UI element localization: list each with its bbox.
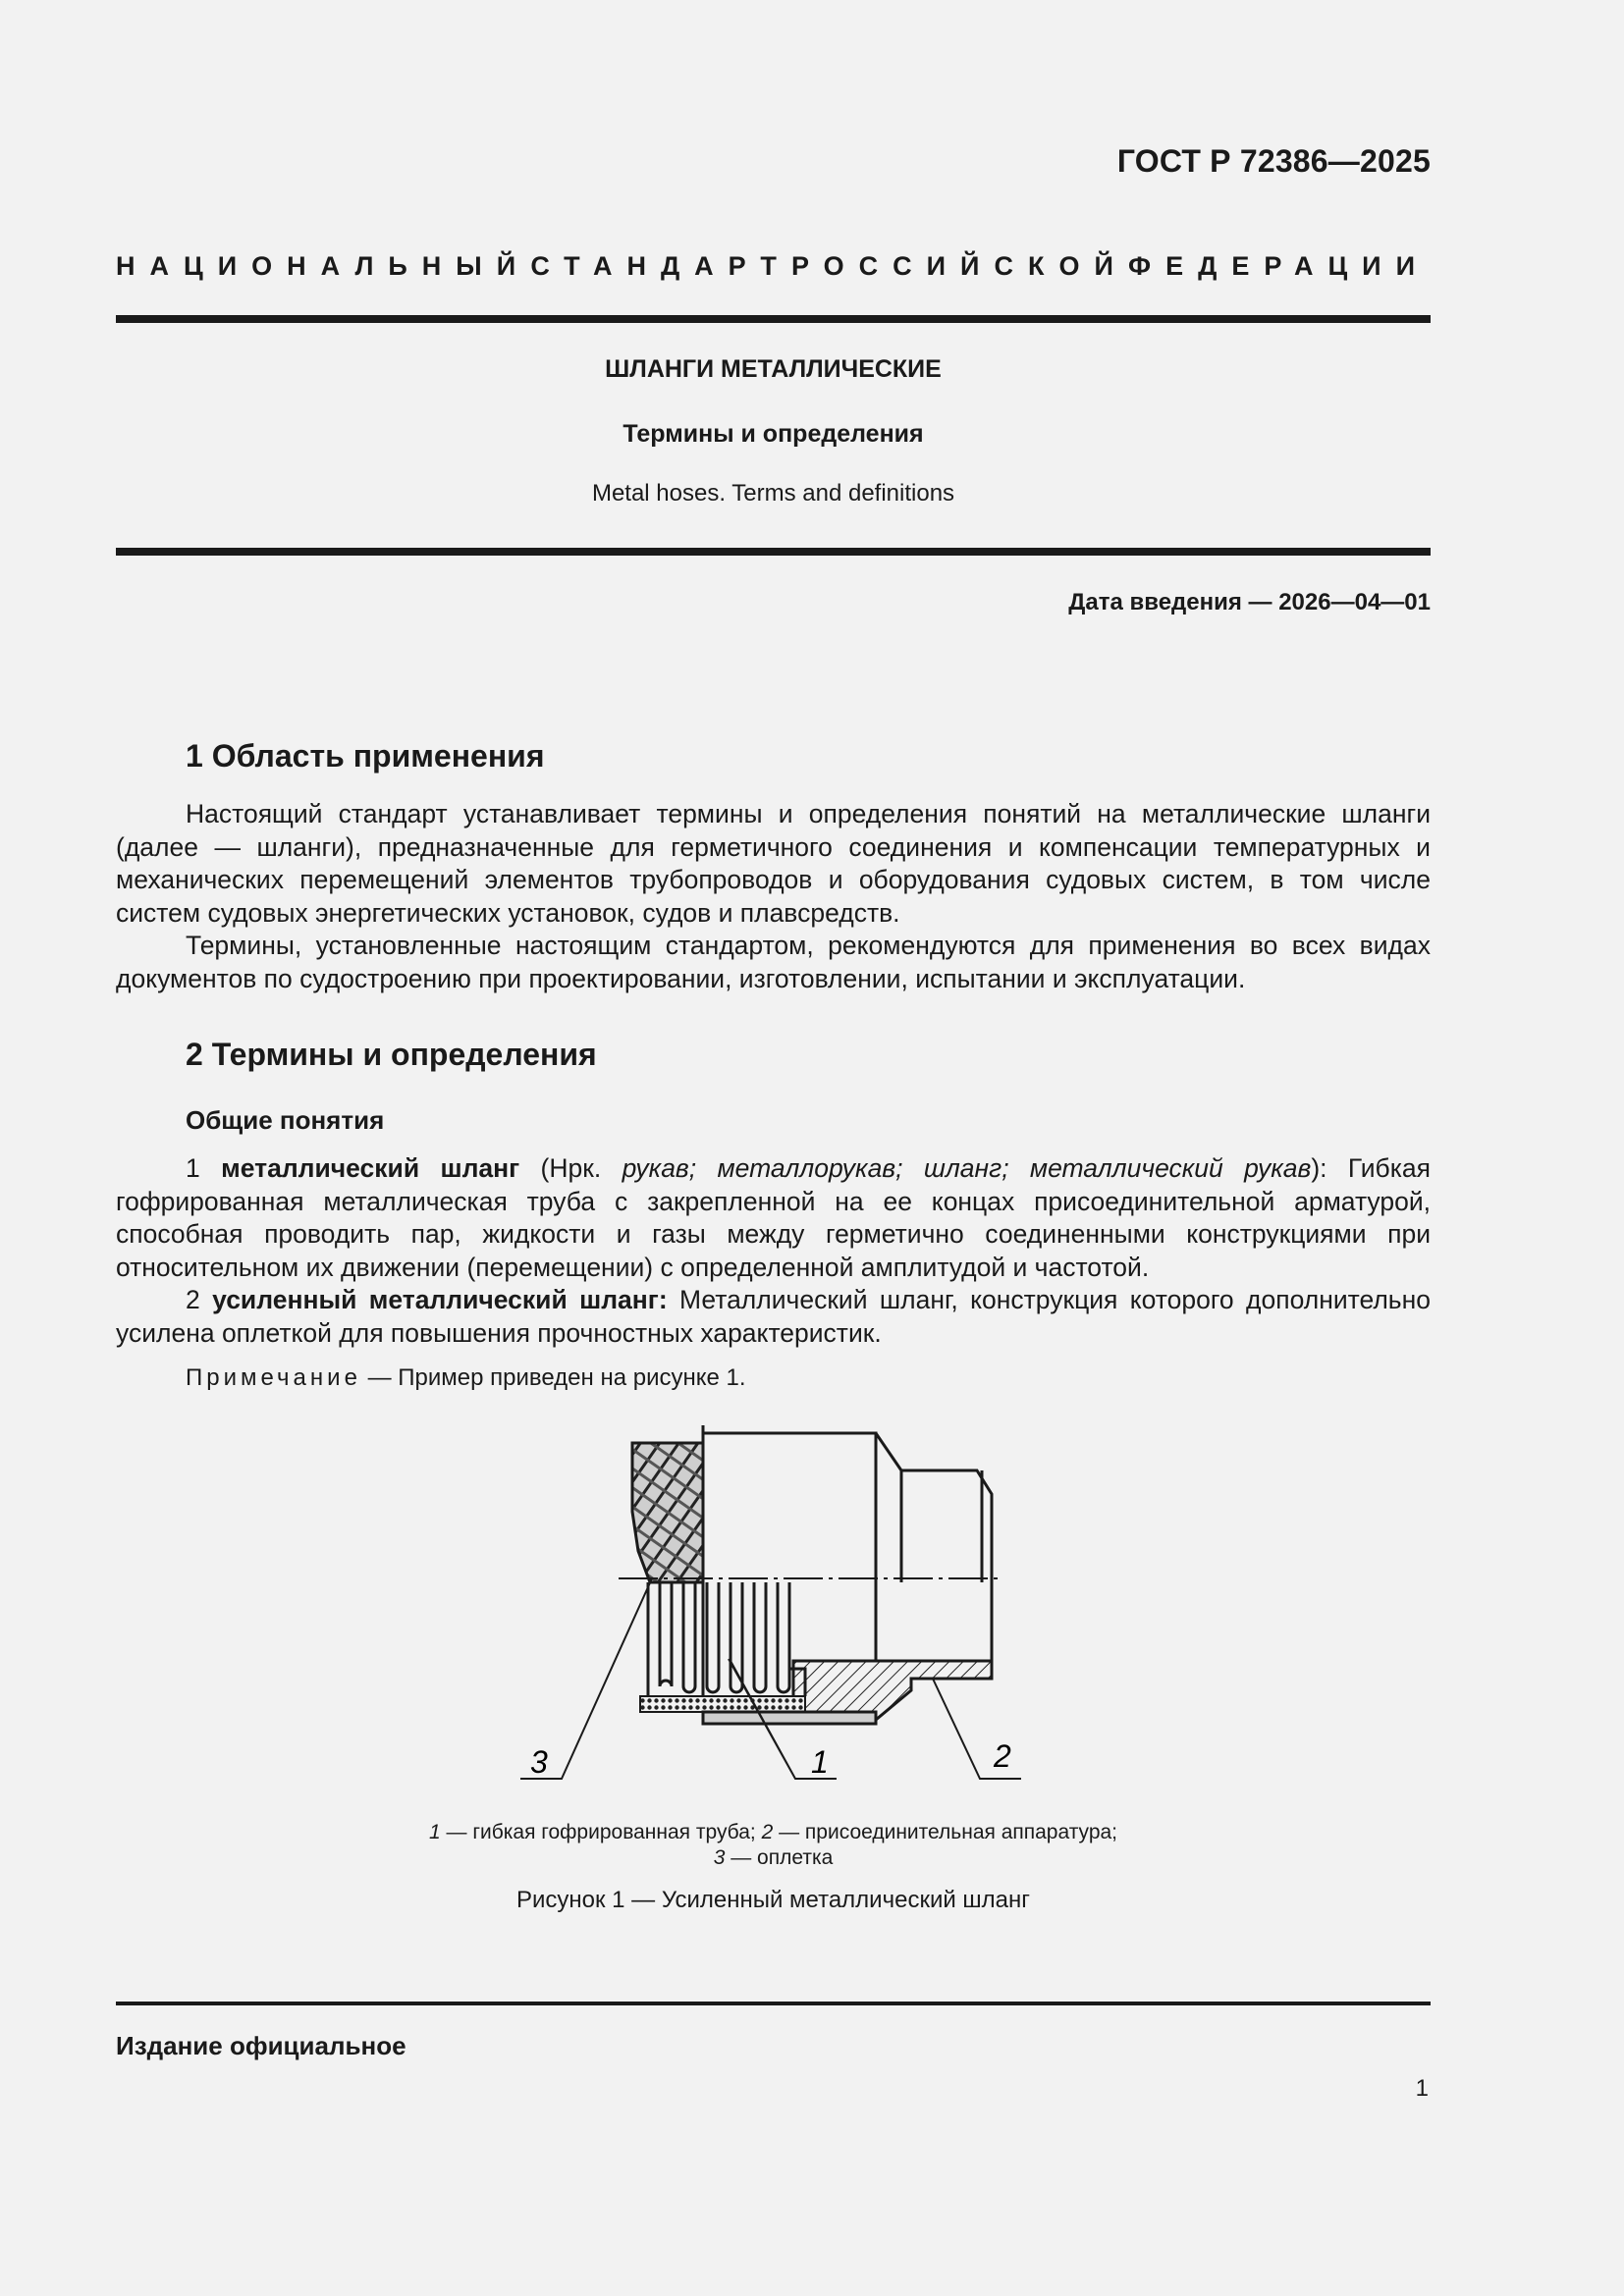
- term-2-number: 2: [186, 1285, 200, 1314]
- section1-paragraph-1: Настоящий стандарт устанавливает термины и определения понятий на металлические шланги (далее — шланги), предназначенные для герметичного соединения и компенсации температурных и механических перемещений элементов трубопроводов и оборудования судовых систем, в том числе систем судовых энергетических установок, судов и плавсредств.: [116, 799, 1431, 928]
- national-word: РОССИЙСКОЙ: [791, 251, 1128, 281]
- legend-3-text: — оплетка: [725, 1846, 834, 1869]
- figure-label-1: 1: [811, 1744, 829, 1780]
- page-number: 1: [1415, 2075, 1429, 2102]
- header-rule: [116, 315, 1431, 323]
- term-2-name: усиленный металлический шланг:: [212, 1285, 668, 1314]
- figure-legend-line-1: [116, 1819, 1431, 1845]
- term-2-definition: Металлический шланг, конструкция которого дополнительно усилена оплеткой для повышения прочностных характеристик.: [116, 1285, 1431, 1348]
- figure-metal-hose: [511, 1414, 1041, 1791]
- figure-label-2: 2: [994, 1738, 1011, 1774]
- edition-official: Издание официальное: [116, 2031, 406, 2060]
- section2-heading: 2 Термины и определения: [186, 1037, 597, 1072]
- hose-drawing: [511, 1414, 1041, 1787]
- corrugated-tube: [648, 1582, 805, 1696]
- term-1-deprecated: рукав; металлорукав; шланг; металлический рукав: [622, 1153, 1312, 1183]
- legend-1-num: 1: [428, 1821, 441, 1843]
- introduction-date: Дата введения — 2026—04—01: [1068, 589, 1431, 615]
- base-strip: [703, 1712, 876, 1724]
- subheading-general: Общие понятия: [186, 1105, 385, 1135]
- term-1-close: ):: [1311, 1153, 1348, 1183]
- note-label: Примечание: [186, 1364, 361, 1391]
- title-sub: Термины и определения: [623, 420, 924, 448]
- note-text: — Пример приведен на рисунке 1.: [360, 1364, 746, 1391]
- legend-3-num: 3: [713, 1846, 726, 1869]
- title-english: Metal hoses. Terms and definitions: [591, 480, 955, 507]
- section1-heading: 1 Область применения: [186, 738, 545, 774]
- term-1-open: (Нрк.: [519, 1153, 623, 1183]
- footer-rule: [116, 2002, 1431, 2005]
- title-rule: [116, 548, 1431, 556]
- national-standard-line: [116, 251, 1430, 282]
- braid-section: [632, 1443, 703, 1582]
- term-1: [116, 1152, 1431, 1284]
- term-1-name: металлический шланг: [221, 1153, 520, 1183]
- fitting-outline: [703, 1425, 992, 1679]
- title-main: ШЛАНГИ МЕТАЛЛИЧЕСКИЕ: [605, 355, 942, 383]
- braid-band: [640, 1696, 805, 1712]
- legend-1-text: — гибкая гофрированная труба;: [440, 1821, 762, 1843]
- term-1-definition: Гибкая гофрированная металлическая труба с закрепленной на ее концах присоединительной арматурой, способная проводить пар, жидкости и газы между герметично соединенными конструкциями при относительном их движении (перемещении) с определенной амплитудой и частотой.: [116, 1153, 1431, 1282]
- national-word: ФЕДЕРАЦИИ: [1128, 251, 1430, 281]
- legend-2-text: — присоединительная аппаратура;: [773, 1821, 1118, 1843]
- figure-label-3: 3: [530, 1744, 548, 1780]
- document-code: ГОСТ Р 72386—2025: [1116, 143, 1431, 179]
- national-word: СТАНДАРТ: [530, 251, 791, 281]
- section1-paragraph-2: Термины, установленные настоящим стандартом, рекомендуются для применения во всех видах документов по судостроению при проектировании, изготовлении, испытании и эксплуатации.: [116, 931, 1431, 993]
- figure-caption: Рисунок 1 — Усиленный металлический шланг: [515, 1887, 1031, 1913]
- term-1-number: 1: [186, 1153, 200, 1183]
- term-2: [116, 1284, 1431, 1350]
- figure-legend-line-2: [116, 1844, 1431, 1871]
- note: [186, 1364, 746, 1392]
- legend-2-num: 2: [761, 1821, 774, 1843]
- national-word: НАЦИОНАЛЬНЫЙ: [116, 251, 531, 281]
